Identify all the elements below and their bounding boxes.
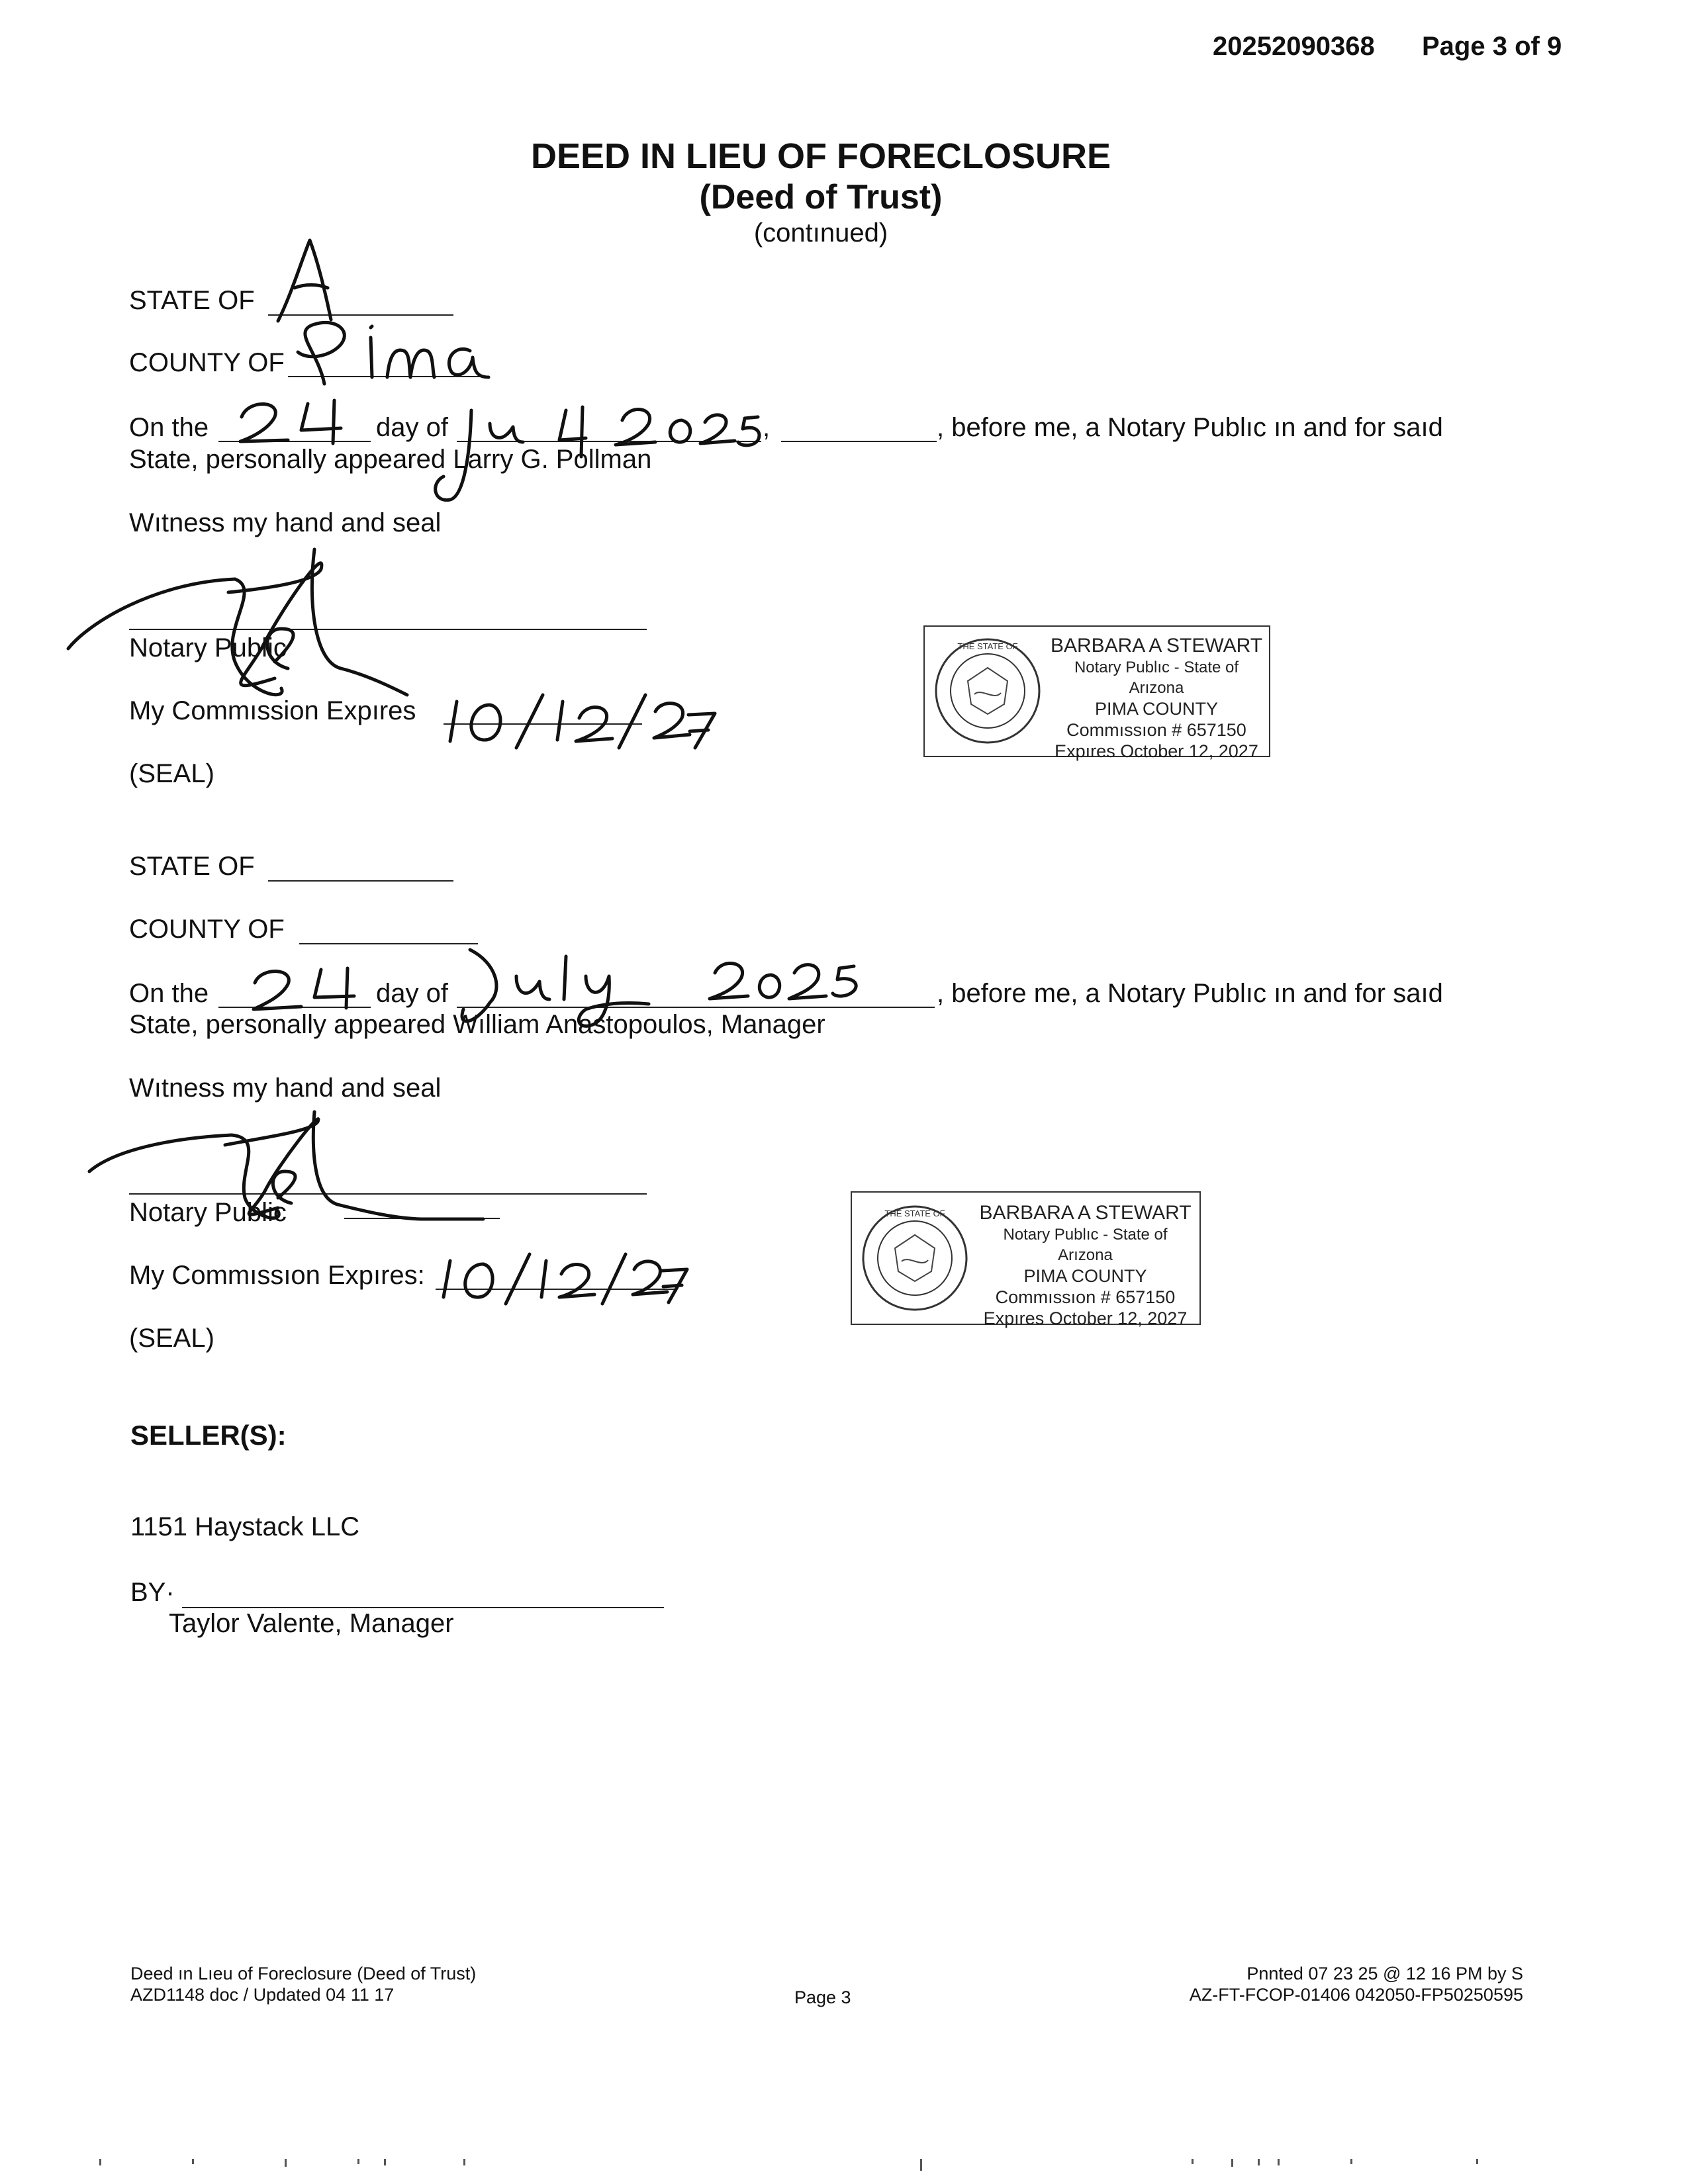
handwritten-expires-1 xyxy=(444,682,722,754)
svg-text:THE STATE OF: THE STATE OF xyxy=(884,1208,945,1218)
handwritten-county-pima xyxy=(278,311,490,390)
before-me-text-1: , before me, a Notary Publıc ın and for saıd xyxy=(937,413,1443,442)
day-of-label-2: day of xyxy=(376,979,448,1008)
footer-form-code: AZD1148 doc / Updated 04 11 17 xyxy=(130,1985,395,2005)
notary-signature-2 xyxy=(86,1099,483,1231)
year-blank-1 xyxy=(781,441,937,442)
recording-number: 20252090368 xyxy=(1213,32,1375,61)
commission-expires-label-2: My Commıssıon Expıres: xyxy=(129,1261,425,1290)
witness-text-2: Wıtness my hand and seal xyxy=(129,1073,442,1103)
handwritten-expires-2 xyxy=(437,1244,688,1304)
footer-page-number: Page 3 xyxy=(794,1987,851,2007)
witness-text-1: Wıtness my hand and seal xyxy=(129,508,442,537)
state-blank-2 xyxy=(268,880,453,882)
handwritten-day-24-2 xyxy=(248,963,381,1016)
arizona-state-seal-icon xyxy=(859,1202,971,1314)
seller-entity-name: 1151 Haystack LLC xyxy=(130,1512,360,1541)
handwritten-month-year-1 xyxy=(424,384,771,516)
before-me-text-2: , before me, a Notary Publıc ın and for saıd xyxy=(937,979,1443,1008)
commission-expires-label-1: My Commıssion Expıres xyxy=(129,696,416,725)
stamp-county-2: PIMA COUNTY xyxy=(1023,1266,1147,1286)
stamp-expiration-2: Expıres October 12, 2027 xyxy=(983,1308,1188,1328)
comma-1: , xyxy=(763,413,771,442)
seal-label-2: (SEAL) xyxy=(129,1324,214,1353)
seller-signer-name: Taylor Valente, Manager xyxy=(169,1609,454,1638)
document-title: DEED IN LIEU OF FORECLOSURE xyxy=(530,136,1111,176)
page-indicator: Page 3 of 9 xyxy=(1422,32,1562,61)
by-label: BY· xyxy=(130,1578,175,1607)
county-label-1: COUNTY OF xyxy=(129,348,285,377)
notary-stamp-1 xyxy=(923,625,1270,761)
document-subtitle: (Deed of Trust) xyxy=(699,178,943,216)
stamp-notary-state-2: Notary Publıc - State of Arızona xyxy=(1003,1226,1168,1264)
stamp-expiration-1: Expıres October 12, 2027 xyxy=(1055,741,1258,761)
stamp-county-1: PIMA COUNTY xyxy=(1094,699,1219,719)
stamp-notary-name-1: BARBARA A STEWART xyxy=(1050,635,1263,657)
notary-public-label-2: Notary Public xyxy=(129,1198,287,1227)
seal-label-1: (SEAL) xyxy=(129,759,214,788)
footer-file-number: AZ-FT-FCOP-01406 042050-FP50250595 xyxy=(1189,1985,1523,2005)
seller-heading: SELLER(S): xyxy=(130,1420,287,1451)
footer-printed-info: Pnnted 07 23 25 @ 12 16 PM by S xyxy=(1246,1964,1523,1983)
handwritten-month-year-2 xyxy=(424,943,874,1036)
notary-stamp-2 xyxy=(851,1191,1201,1328)
stamp-commission-number-2: Commıssıon # 657150 xyxy=(995,1287,1176,1307)
stamp-notary-name-2: BARBARA A STEWART xyxy=(979,1202,1192,1224)
appeared-text-2: State, personally appeared Wılliam Anastopoulos, Manager xyxy=(129,1010,825,1039)
continued-label: (contınued) xyxy=(753,218,888,248)
county-label-2: COUNTY OF xyxy=(129,915,285,944)
on-the-label-2: On the xyxy=(129,979,209,1008)
state-label-1: STATE OF xyxy=(129,286,255,315)
arizona-state-seal-icon xyxy=(931,635,1044,747)
stamp-notary-state-1: Notary Publıc - State of Arızona xyxy=(1074,659,1239,697)
handwritten-day-24 xyxy=(235,394,367,447)
appeared-text-1: State, personally appeared Larry G. Pollman xyxy=(129,445,652,474)
svg-text:THE STATE OF: THE STATE OF xyxy=(957,641,1018,651)
notary-public-label-1: Notary Public xyxy=(129,633,287,662)
on-the-label-1: On the xyxy=(129,413,209,442)
notary-signature-1 xyxy=(63,529,434,715)
state-label-2: STATE OF xyxy=(129,852,255,881)
stamp-commission-number-1: Commıssıon # 657150 xyxy=(1066,720,1246,740)
footer-form-title: Deed ın Lıeu of Foreclosure (Deed of Trust) xyxy=(130,1964,477,1983)
day-of-label-1: day of xyxy=(376,413,448,442)
